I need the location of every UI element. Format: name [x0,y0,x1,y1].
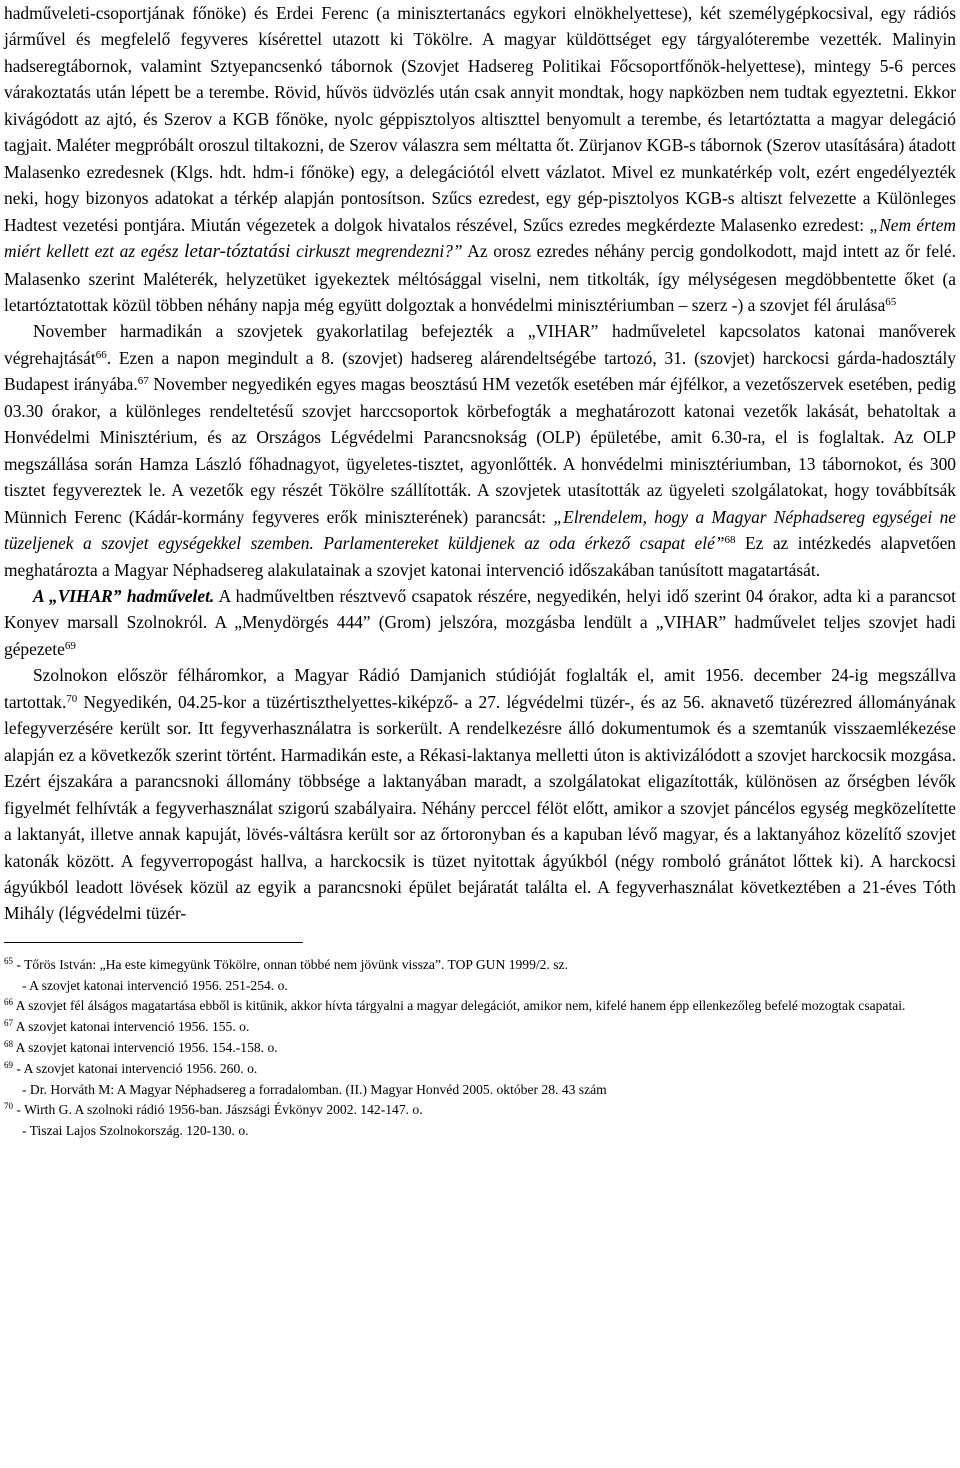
main-text [4,0,956,927]
paragraph-4 [4,662,956,927]
footnote-text: - Tőrös István: „Ha este kimegyünk Tökölre, onnan többé nem jövünk vissza”. TOP GUN 1999/2. sz. [13,956,568,972]
footnote [4,1121,956,1142]
paragraph-text: November negyedikén egyes magas beosztású HM vezetők esetében már éjfélkor, a vezetőszervek esetében, pedig 03.30 órakor, a különleges rendeltetésű szovjet harccsoportok körbefogták a meghatározott katonai vezetők lakását, behatoltak a Honvédelmi Minisztérium, és az Országos Légvédelmi Parancsnokság (OLP) épületébe, amit 6.30-ra, el is foglaltak. Az OLP megszállása során Hamza László főhadnagyot, ügyeletes-tisztet, agyonlőtték. A honvédelmi minisztériumban, 13 tábornokot, és 300 tisztet fegyvereztek le. A vezetők egy részét Tökölre szállították. A szovjetek utasították az ügyeleti szolgálatokat, hogy továbbítsák Münnich Ferenc (Kádár-kormány fegyveres erők miniszterének) parancsát: [4,374,956,527]
paragraph-text: November harmadikán a szovjetek gyakorlatilag befejezték a „VIHAR” hadműveletel kapcsolatos katonai manőverek végrehajtását [4,321,956,368]
footnote-ref[interactable]: 68 [724,534,736,547]
paragraph-3 [4,583,956,662]
quote-text: „Nem értem miért kellett ezt az egész letar-tóztatási cirkuszt megrendezni?” [4,214,956,263]
footnote-ref[interactable]: 67 [137,375,149,388]
footnote-number: 66 [4,997,13,1008]
footnote-number: 70 [4,1101,13,1112]
quote-text: „Elrendelem, hogy a Magyar Néphadsereg egységei ne tüzeljenek a szovjet egységekkel szemben. Parlamentereket küldjenek az oda érkező csapat elé” [4,506,956,554]
section-heading: A „VIHAR” hadművelet. [33,585,215,606]
paragraph-text: . Ezen a napon megindult a 8. (szovjet) hadsereg alárendeltségébe tartozó, 31. (szovjet) harckocsi gárda-hadosztály Budapest irányába. [4,347,956,395]
footnote [4,976,956,997]
footnote-number: 65 [4,955,13,966]
footnote-text: - Dr. Horváth M: A Magyar Néphadsereg a forradalomban. (II.) Magyar Honvéd 2005. október 28. 43 szám [22,1081,607,1097]
footnote-text: - A szovjet katonai intervenció 1956. 260. o. [13,1060,258,1076]
footnote [4,1059,956,1080]
footnote-divider [4,942,303,943]
footnote-ref[interactable]: 69 [64,639,76,652]
footnote [4,955,956,976]
footnote [4,1038,956,1059]
footnote-number: 68 [4,1039,13,1050]
quote-emphasis: letar-tóztatási [184,241,291,263]
footnote-text: - Wirth G. A szolnoki rádió 1956-ban. Jászsági Évkönyv 2002. 142-147. o. [13,1102,423,1118]
paragraph-text: hadműveleti-csoportjának főnöke) és Erdei Ferenc (a minisztertanács egykori elnökhelyettese), két személygépkocsival, egy rádiós járművel és megfelelő fegyveres kísérettel utazott ki Tökölre. A magyar küldöttséget egy tárgyalóterembe vezették. Malinyin hadseregtábornok, valamint Sztyepancsenkó tábornok (Szovjet Hadsereg Politikai Főcsoportfőnök-helyettese), mintegy 5-6 perces várakoztatás után lépett be a terembe. Rövid, hűvös üdvözlés után csak annyit mondtak, hogy napközben nem tudtak egyeztetni. Ekkor kivágódott az ajtó, és Szerov a KGB főnöke, nyolc géppisztolyos altiszttel benyomult a terembe, és letartóztatta a magyar delegáció tagjait. Maléter megpróbált oroszul tiltakozni, de Szerov válaszra sem méltatta őt. Zürjanov KGB-s tábornok (Szerov utasítására) átadott Malasenko ezredesnek (Klgs. hdt. hdm-i főnöke) egy, a delegációtól elvett vázlatot. Mivel ez munkatérkép volt, ezért engedélyezték neki, hogy bizonyos adatokat a térkép alapján pontosítson. Szűcs ezredest, egy gép-pisztolyos KGB-s altiszt felvezette a Különleges Hadtest vezetési pontjára. Miután végezetek a dolgok hivatalos részével, Szűcs ezredes megkérdezte Malasenko ezredest: [4,3,956,235]
footnote [4,1017,956,1038]
paragraph-1 [4,0,956,318]
footnote [4,996,956,1017]
footnote-ref[interactable]: 70 [66,692,78,705]
paragraph-text: Negyedikén, 04.25-kor a tüzértiszthelyettes-kiképző- a 27. légvédelmi tüzér-, és az 56. aknavető tüzérezred állományának lefegyverzésére került sor. Itt fegyverhasználatra is sorkerült. A rendelkezésre álló dokumentumok és a szemtanúk visszaemlékezése alapján ez a következők szerint történt. Harmadikán este, a Rékasi-laktanya melletti úton is aktivizálódott a szovjet harckocsik mozgása. Ezért éjszakára a parancsnoki állomány többsége a laktanyában maradt, a szolgálatokat eligazították, különösen az őrségben lévők figyelmét felhívták a fegyverhasználat szigorú szabályaira. Néhány perccel félöt előtt, amikor a szovjet páncélos egység megközelítette a laktanyát, illetve annak kapuját, lövés-váltásra került sor az őrtoronyban és a kapuban lévő magyar, és a laktanyához közelítő szovjet katonák között. A fegyverropogást hallva, a harckocsik is tüzet nyitottak ágyúkból (négy romboló gránátot lőttek ki). A harckocsi ágyúkból leadott lövések közül az egyik a parancsnoki épület bejáratát találta el. A fegyverhasználat következtében a 21-éves Tóth Mihály (légvédelmi tüzér- [4,691,956,924]
footnote-text: A szovjet katonai intervenció 1956. 155. o. [13,1019,250,1035]
footnote-text: A szovjet katonai intervenció 1956. 154.-158. o. [13,1040,278,1056]
footnote [4,1100,956,1121]
footnotes [4,955,956,1142]
paragraph-2 [4,318,956,583]
paragraph-text: A hadműveltben résztvevő csapatok részére, negyedikén, helyi idő szerint 04 órakor, adta ki a parancsot Konyev marsall Szolnokról. A „Menydörgés 444” (Grom) jelszóra, mozgásba lendült a „VIHAR” hadművelet teljes szovjet hadi gépezete [4,585,956,659]
footnote [4,1080,956,1101]
footnote-text: - A szovjet katonai intervenció 1956. 251-254. o. [22,977,288,993]
paragraph-text: Ez az intézkedés alapvetően meghatározta a Magyar Néphadsereg alakulatainak a szovjet katonai intervenció időszakában tanúsított magatartását. [4,533,956,580]
paragraph-text: Az orosz ezredes néhány percig gondolkodott, majd intett az őr felé. Malasenko szerint Maléterék, helyzetüket igyekeztek méltósággal viselni, nem titkolták, így mélységesen megdöbbentette őket (a letartóztatottak közül többen néhány napja még együtt dolgoztak a honvédelmi minisztériumban – szerz -) a szovjet fél árulása [4,241,956,315]
footnote-number: 67 [4,1018,13,1029]
paragraph-text: Szolnokon először félháromkor, a Magyar Rádió Damjanich stúdióját foglalták el, amit 1956. december 24-ig megszállva tartottak. [4,665,956,712]
footnote-ref[interactable]: 65 [885,295,897,308]
footnote-number: 69 [4,1059,13,1070]
footnote-ref[interactable]: 66 [95,348,107,361]
footnote-text: A szovjet fél álságos magatartása ebből is kitűnik, akkor hívta tárgyalni a magyar delegációt, amikor nem, kifelé hanem épp ellenkezőleg befelé mozogtak csapatai. [13,998,906,1014]
footnote-text: - Tiszai Lajos Szolnokország. 120-130. o. [22,1123,249,1139]
